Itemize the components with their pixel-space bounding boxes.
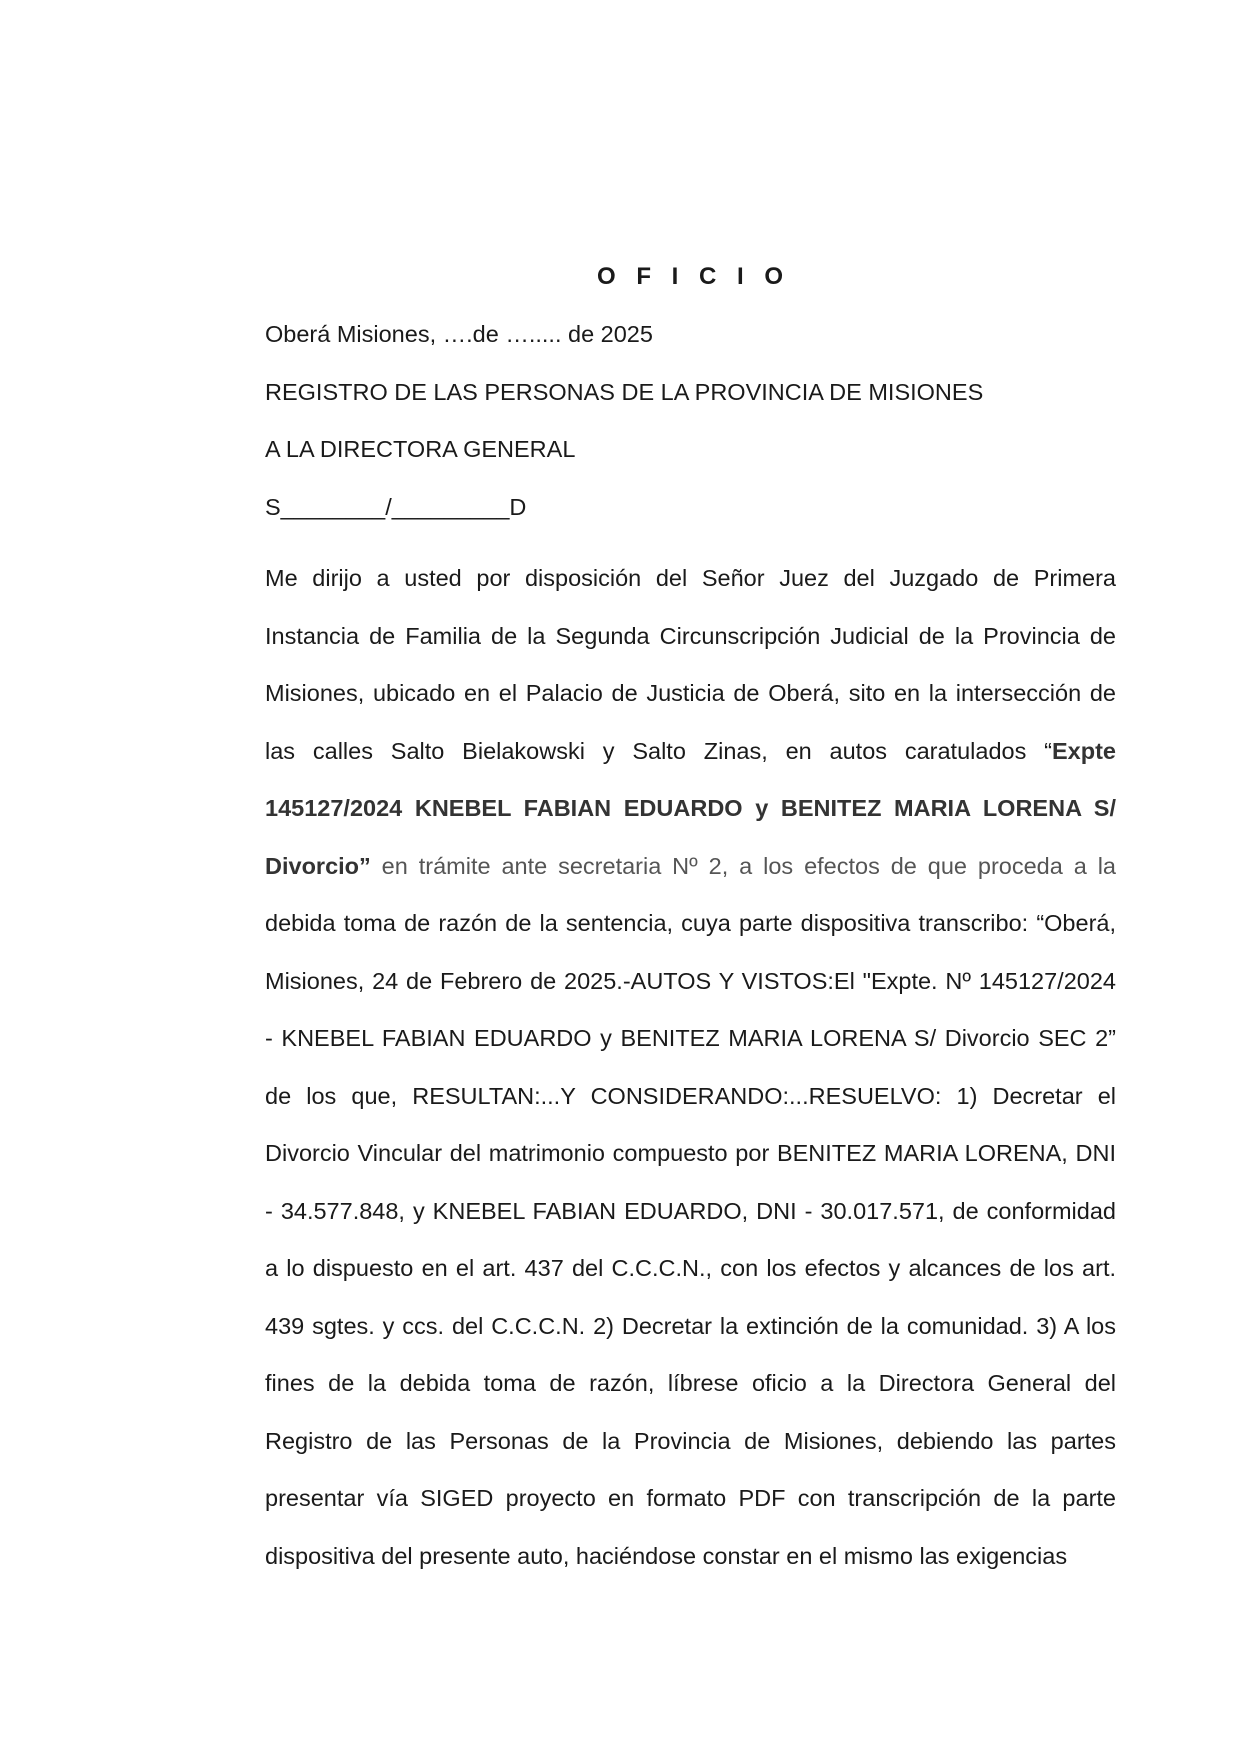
salutation: S________/_________D <box>265 494 527 520</box>
body-paragraph <box>265 550 1116 1585</box>
addressee-role: A LA DIRECTORA GENERAL <box>265 436 576 462</box>
case-title: Expte 145127/2024 KNEBEL FABIAN EDUARDO y BENITEZ MARIA LORENA S/ Divorcio” <box>265 737 1116 879</box>
body-text-part-2: en trámite ante secretaria Nº 2, a los efectos de que proceda a la <box>370 852 1116 879</box>
addressee-organization: REGISTRO DE LAS PERSONAS DE LA PROVINCIA DE MISIONES <box>265 379 984 405</box>
body-text-part-1: Me dirijo a usted por disposición del Señor Juez del Juzgado de Primera Instancia de Familia de la Segunda Circunscripción Judicial de la Provincia de Misiones, ubicado en el Palacio de Justicia de Oberá, sito en la intersección de las calles Salto Bielakowski y Salto Zinas, en autos caratulados “ <box>265 565 1116 764</box>
body-text-part-3: debida toma de razón de la sentencia, cuya parte dispositiva transcribo: “Oberá, Misiones, 24 de Febrero de 2025.-AUTOS Y VISTOS:El "Expte. Nº 145127/2024 - KNEBEL FABIAN EDUARDO y BENITEZ MARIA LORENA S/ Divorcio SEC 2” de los que, RESULTAN:...Y CONSIDERANDO:...RESUELVO: 1) Decretar el Divorcio Vincular del matrimonio compuesto por BENITEZ MARIA LORENA, DNI - 34.577.848, y KNEBEL FABIAN EDUARDO, DNI - 30.017.571, de conformidad a lo dispuesto en el art. 437 del C.C.C.N., con los efectos y alcances de los art. 439 sgtes. y ccs. del C.C.C.N. 2) Decretar la extinción de la comunidad. 3) A los fines de la debida toma de razón, líbrese oficio a la Directora General del Registro de las Personas de la Provincia de Misiones, debiendo las partes presentar vía SIGED proyecto en formato PDF con transcripción de la parte dispositiva del presente auto, haciéndose constar en el mismo las exigencias <box>265 910 1116 1569</box>
place-date: Oberá Misiones, ….de …..... de 2025 <box>265 321 653 347</box>
document-title: O F I C I O <box>596 263 790 290</box>
